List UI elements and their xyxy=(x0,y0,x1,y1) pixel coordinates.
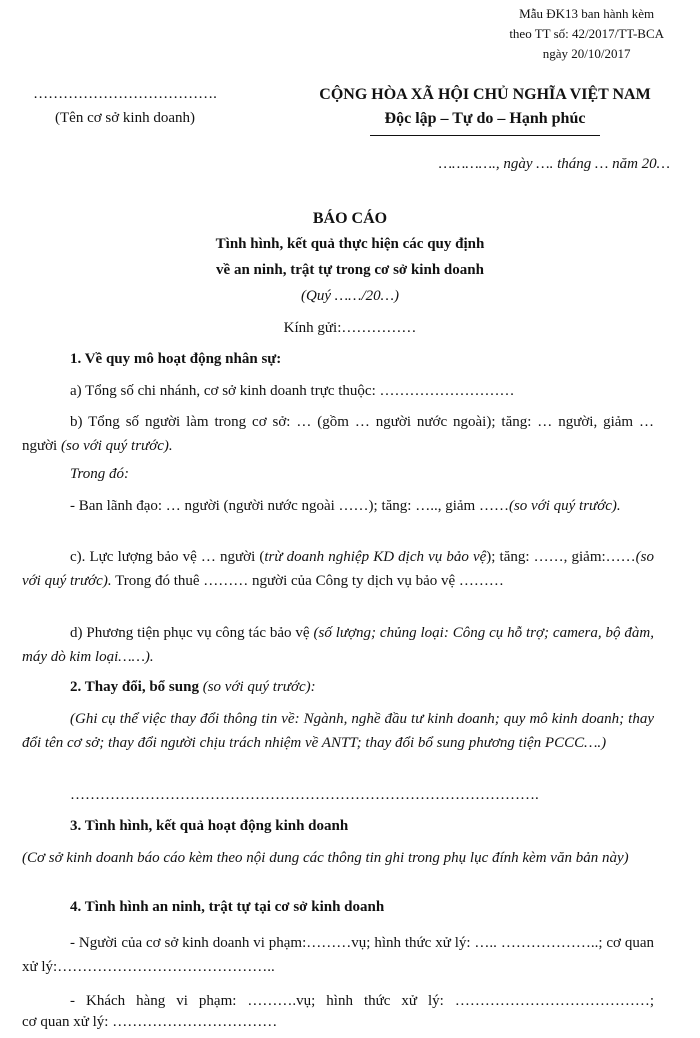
leadership-text: - Ban lãnh đạo: … người (người nước ngoài ……); tăng: ….., giảm …… xyxy=(70,498,509,514)
section2-heading-text: 2. Thay đổi, bổ sung xyxy=(70,679,199,695)
item-d-note: (số lượng; chủng loại: Công cụ hỗ trợ; camera, bộ đàm, máy dò kim loại……). xyxy=(22,625,654,665)
form-note-line: theo TT số: 42/2017/TT-BCA xyxy=(509,26,664,41)
section1-item-b xyxy=(22,410,654,458)
form-note-line: ngày 20/10/2017 xyxy=(542,46,631,61)
section3-note: (Cơ sở kinh doanh báo cáo kèm theo nội dung các thông tin ghi trong phụ lục đính kèm văn bản này) xyxy=(22,850,629,866)
form-note-line: Mẫu ĐK13 ban hành kèm xyxy=(519,6,655,21)
item-d-text: d) Phương tiện phục vụ công tác bảo vệ xyxy=(70,625,314,641)
business-name-dots: ………………………………. xyxy=(33,86,217,102)
section1-heading: 1. Về quy mô hoạt động nhân sự: xyxy=(70,351,282,367)
form-note xyxy=(509,4,664,64)
section1-item-d xyxy=(22,621,654,669)
section4-customer-violation: - Khách hàng vi phạm: ……….vụ; hình thức xử lý: …………………………………; xyxy=(70,993,654,1009)
report-subtitle-line1: Tình hình, kết quả thực hiện các quy định xyxy=(215,236,485,252)
national-motto: Độc lập – Tự do – Hạnh phúc xyxy=(384,110,586,127)
section2-heading xyxy=(70,679,316,696)
item-c-text1: c). Lực lượng bảo vệ … người ( xyxy=(70,549,265,565)
section2-note: (Ghi cụ thể việc thay đổi thông tin về: Ngành, nghề đầu tư kinh doanh; quy mô kinh doanh; thay đổi tên cơ sở; thay đổi người chịu trách nhiệm về ANTT; thay đổi bổ sung phương tiện PCCC….) xyxy=(22,711,654,751)
motto-underline xyxy=(370,135,600,136)
section1-item-c xyxy=(22,545,654,593)
recipient-line: Kính gửi:…………… xyxy=(283,320,417,336)
section2-dots: …………………………………………………………………………………. xyxy=(70,787,539,803)
item-c-note1: trừ doanh nghiệp KD dịch vụ bảo vệ xyxy=(264,549,487,565)
item-b-text: b) Tổng số người làm trong cơ sở: … (gồm … người nước ngoài); tăng: … người, giảm … người xyxy=(22,414,654,454)
item-c-note2: (so với quý trước). xyxy=(22,549,654,589)
report-title: BÁO CÁO xyxy=(312,210,388,227)
section4-staff-violation: - Người của cơ sở kinh doanh vi phạm:………vụ; hình thức xử lý: ….. ………………..; cơ quan xử lý:…………………………………….. xyxy=(22,935,654,975)
section4-heading: 4. Tình hình an ninh, trật tự tại cơ sở kinh doanh xyxy=(70,899,385,915)
section4-customer-agency: cơ quan xử lý: …………………………… xyxy=(22,1014,278,1030)
report-subtitle-line2: về an ninh, trật tự trong cơ sở kinh doanh xyxy=(216,262,484,278)
section2-heading-note: (so với quý trước): xyxy=(202,679,316,695)
section1-leadership xyxy=(22,494,654,518)
date-line: …………., ngày …. tháng … năm 20… xyxy=(438,156,670,172)
section1-trong-do: Trong đó: xyxy=(70,466,130,482)
business-name-label: (Tên cơ sở kinh doanh) xyxy=(55,110,195,126)
section1-item-a: a) Tổng số chi nhánh, cơ sở kinh doanh trực thuộc: ……………………… xyxy=(70,383,515,399)
leadership-note: (so với quý trước). xyxy=(508,498,621,514)
item-b-note: (so với quý trước). xyxy=(60,438,173,454)
item-c-text2: ); tăng: ……, giảm:…… xyxy=(486,549,636,565)
report-quarter: (Quý ……/20…) xyxy=(301,288,399,304)
section3-heading: 3. Tình hình, kết quả hoạt động kinh doanh xyxy=(70,818,349,834)
country-name: CỘNG HÒA XÃ HỘI CHỦ NGHĨA VIỆT NAM xyxy=(319,86,651,103)
item-c-text3: Trong đó thuê ……… người của Công ty dịch vụ bảo vệ ……… xyxy=(111,573,504,589)
